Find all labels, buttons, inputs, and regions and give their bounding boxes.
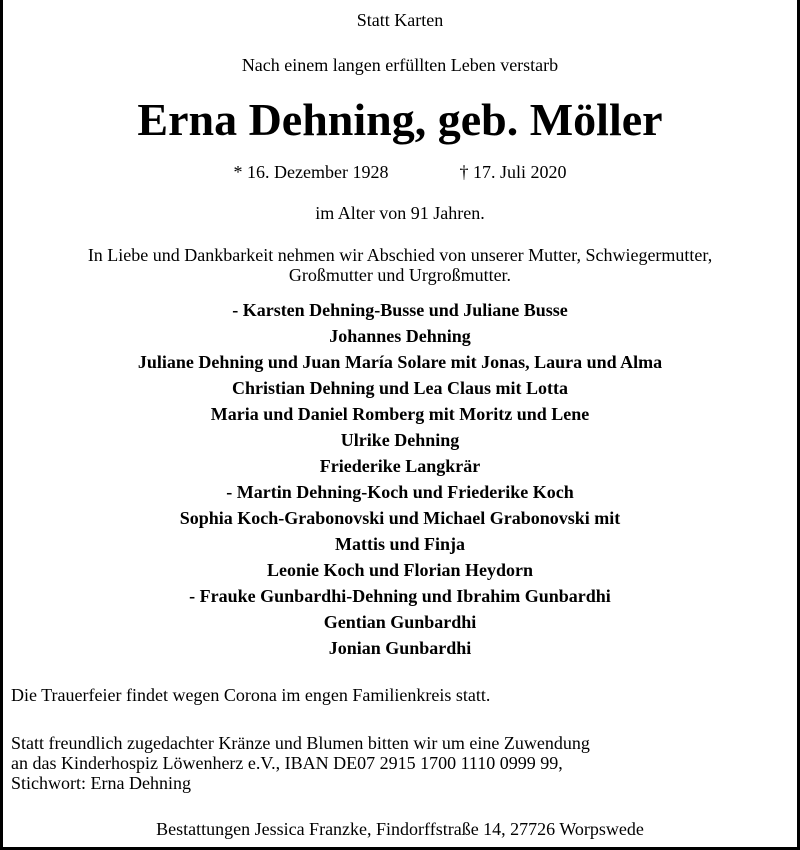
family-member: - Frauke Gunbardhi-Dehning und Ibrahim Gunbardhi xyxy=(189,586,611,606)
statt-karten-text: Statt Karten xyxy=(356,10,444,30)
family-member: Christian Dehning und Lea Claus mit Lotta xyxy=(231,378,569,398)
family-member: Mattis und Finja xyxy=(334,534,466,554)
family-member: Jonian Gunbardhi xyxy=(328,638,472,658)
family-member: Friederike Langkrär xyxy=(319,456,481,476)
life-dates xyxy=(3,162,797,182)
funeral-note: Die Trauerfeier findet wegen Corona im engen Familienkreis statt. xyxy=(11,685,491,705)
family-member: Gentian Gunbardhi xyxy=(323,612,477,632)
family-member: Johannes Dehning xyxy=(329,326,471,346)
death-date: † 17. Juli 2020 xyxy=(459,162,567,182)
farewell-line: Großmutter und Urgroßmutter. xyxy=(288,265,512,285)
family-member: Ulrike Dehning xyxy=(340,430,460,450)
family-member: Juliane Dehning und Juan María Solare mit Jonas, Laura und Alma xyxy=(137,352,663,372)
family-member: Sophia Koch-Grabonovski und Michael Grabonovski mit xyxy=(179,508,621,528)
family-member: Leonie Koch und Florian Heydorn xyxy=(266,560,534,580)
donation-line: Statt freundlich zugedachter Kränze und Blumen bitten wir um eine Zuwendung xyxy=(11,733,590,753)
age-text: im Alter von 91 Jahren. xyxy=(315,203,485,223)
family-member: Maria und Daniel Romberg mit Moritz und Lene xyxy=(210,404,590,424)
family-member: - Karsten Dehning-Busse und Juliane Busse xyxy=(232,300,568,320)
family-list xyxy=(3,297,797,661)
donation-text xyxy=(11,733,590,793)
family-member: - Martin Dehning-Koch und Friederike Koch xyxy=(226,482,574,502)
donation-line: an das Kinderhospiz Löwenherz e.V., IBAN DE07 2915 1700 1110 0999 99, xyxy=(11,753,563,773)
undertaker-text: Bestattungen Jessica Franzke, Findorffstraße 14, 27726 Worpswede xyxy=(156,819,644,839)
birth-date: * 16. Dezember 1928 xyxy=(233,162,389,182)
donation-line: Stichwort: Erna Dehning xyxy=(11,773,191,793)
farewell-line: In Liebe und Dankbarkeit nehmen wir Abschied von unserer Mutter, Schwiegermutter, xyxy=(87,245,713,265)
deceased-name: Erna Dehning, geb. Möller xyxy=(137,94,663,145)
intro-text: Nach einem langen erfüllten Leben verstarb xyxy=(241,55,559,75)
farewell-text xyxy=(3,245,797,285)
